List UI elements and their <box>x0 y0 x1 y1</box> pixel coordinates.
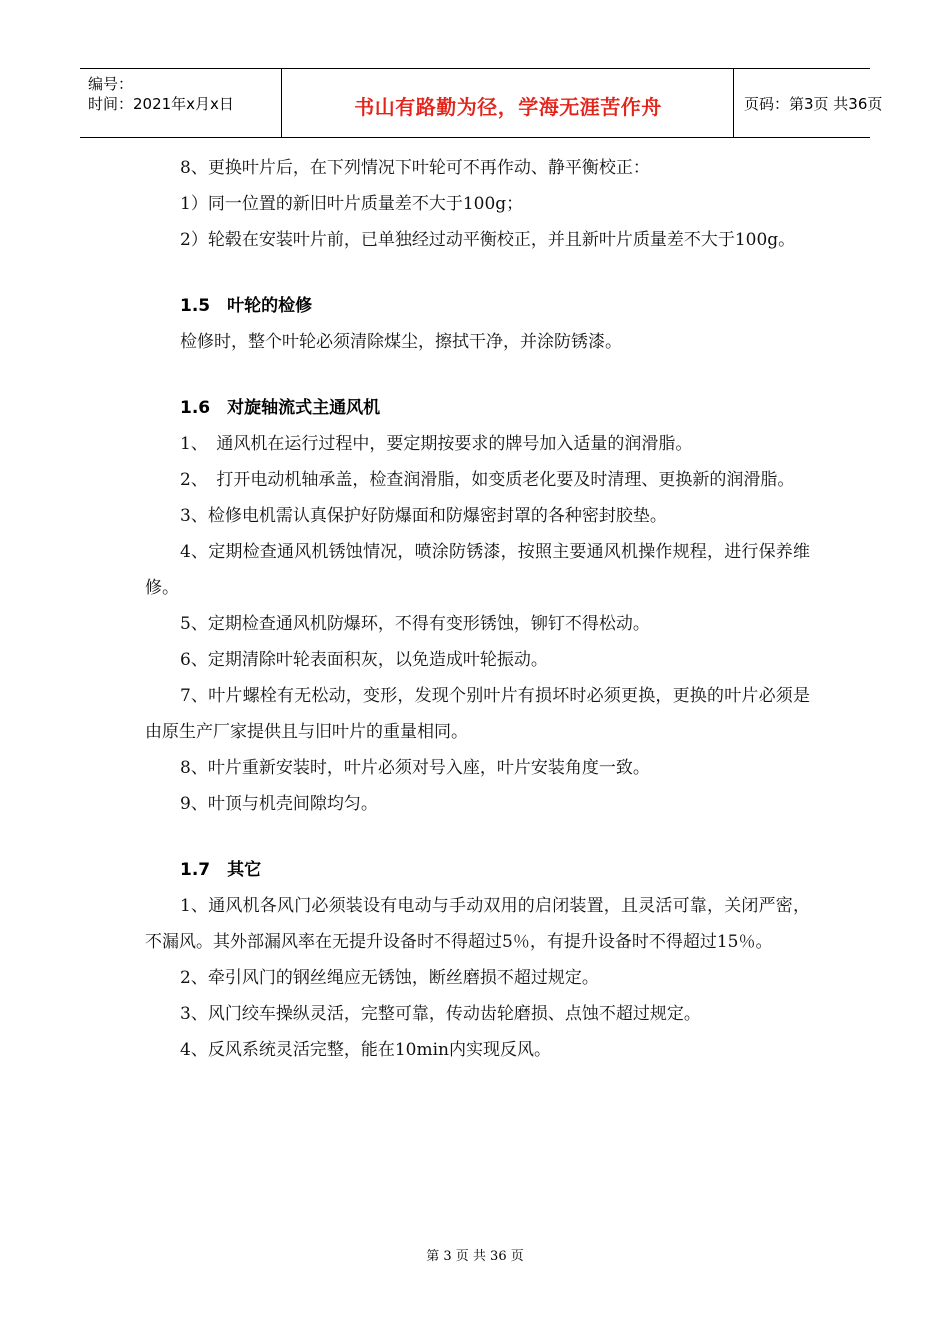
section-heading: 1.6 对旋轴流式主通风机 <box>180 398 381 418</box>
section-heading: 1.5 叶轮的检修 <box>180 296 313 316</box>
body-paragraph: 7、叶片螺栓有无松动，变形，发现个别叶片有损坏时必须更换，更换的叶片必须是由原生产厂家提供且与旧叶片的重量相同。 <box>145 686 810 742</box>
section-gap <box>145 258 810 288</box>
body-paragraph: 2）轮毂在安装叶片前，已单独经过动平衡校正，并且新叶片质量差不大于100g。 <box>180 230 796 250</box>
section-gap <box>145 360 810 390</box>
section-heading: 1.7 其它 <box>180 860 262 880</box>
header-meta-cell <box>80 69 282 137</box>
body-paragraph: 检修时，整个叶轮必须清除煤尘，擦拭干净，并涂防锈漆。 <box>180 332 622 352</box>
body-paragraph: 4、定期检查通风机锈蚀情况，喷涂防锈漆，按照主要通风机操作规程，进行保养维修。 <box>145 542 810 598</box>
body-paragraph: 1、 通风机在运行过程中，要定期按要求的牌号加入适量的润滑脂。 <box>180 434 693 454</box>
body-paragraph: 9、叶顶与机壳间隙均匀。 <box>180 794 378 814</box>
body-paragraph: 8、更换叶片后，在下列情况下叶轮可不再作动、静平衡校正： <box>180 158 650 178</box>
header-page-cell <box>734 69 883 137</box>
body-paragraph: 3、风门绞车操纵灵活，完整可靠，传动齿轮磨损、点蚀不超过规定。 <box>180 1004 701 1024</box>
body-paragraph: 2、牵引风门的钢丝绳应无锈蚀，断丝磨损不超过规定。 <box>180 968 599 988</box>
body-paragraph: 5、定期检查通风机防爆环，不得有变形锈蚀，铆钉不得松动。 <box>180 614 650 634</box>
section-gap <box>145 822 810 852</box>
page-footer: 第 3 页 共 36 页 <box>426 1249 524 1264</box>
body-paragraph: 4、反风系统灵活完整，能在10min内实现反风。 <box>180 1040 551 1060</box>
body-paragraph: 1）同一位置的新旧叶片质量差不大于100g； <box>180 194 524 214</box>
body-paragraph: 1、通风机各风门必须装设有电动与手动双用的启闭装置，且灵活可靠，关闭严密，不漏风。其外部漏风率在无提升设备时不得超过5％，有提升设备时不得超过15％。 <box>145 896 810 952</box>
header-motto-cell <box>282 69 734 137</box>
document-body <box>145 150 810 1068</box>
document-number-label: 编号： <box>88 75 134 93</box>
body-paragraph: 6、定期清除叶轮表面积灰，以免造成叶轮振动。 <box>180 650 548 670</box>
body-paragraph: 2、 打开电动机轴承盖，检查润滑脂，如变质老化要及时清理、更换新的润滑脂。 <box>180 470 795 490</box>
header-motto: 书山有路勤为径，学海无涯苦作舟 <box>354 95 662 119</box>
body-paragraph: 8、叶片重新安装时，叶片必须对号入座，叶片安装角度一致。 <box>180 758 650 778</box>
page-header <box>80 68 883 138</box>
document-time-label: 时间：2021年x月x日 <box>88 95 234 113</box>
body-paragraph: 3、检修电机需认真保护好防爆面和防爆密封罩的各种密封胶垫。 <box>180 506 667 526</box>
header-page-info: 页码：第3页 共36页 <box>744 95 883 113</box>
